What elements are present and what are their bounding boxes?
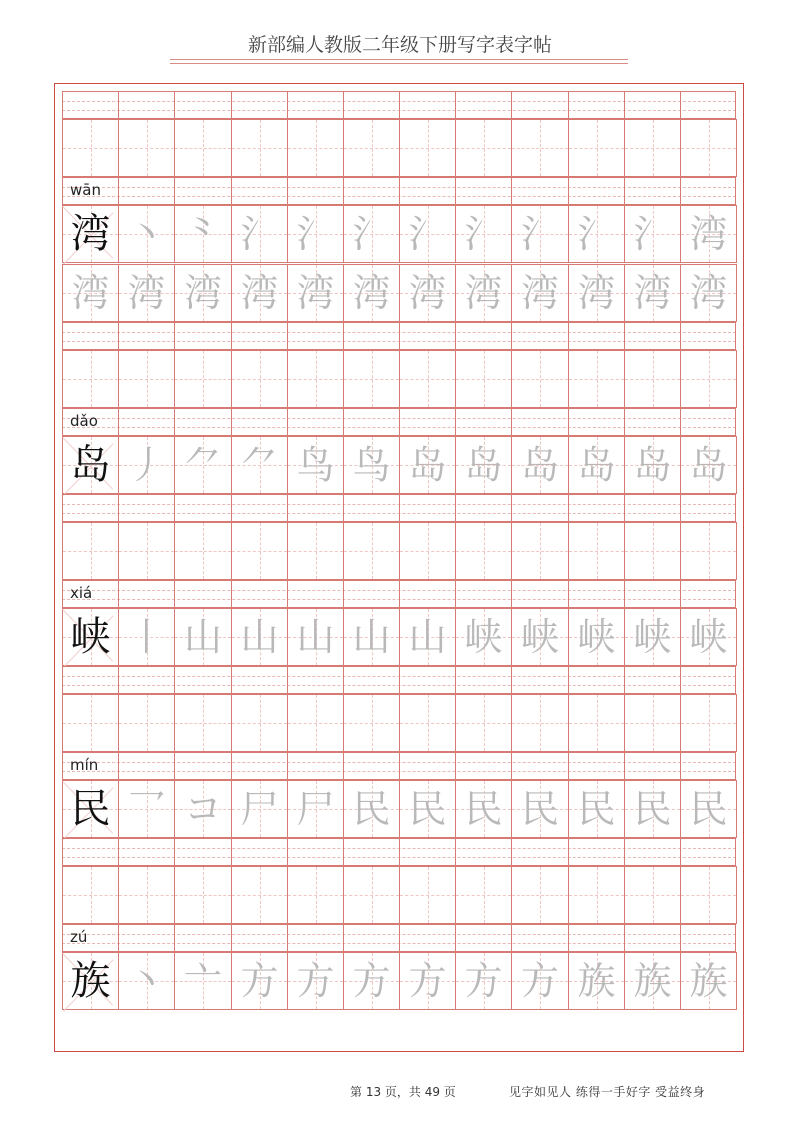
stroke-step: 峡 [464, 615, 503, 659]
stroke-step [63, 523, 118, 579]
blank-row [62, 866, 736, 924]
practice-cell [287, 608, 344, 666]
stroke-step: 氵 [520, 212, 559, 256]
practice-cell [624, 119, 681, 177]
stroke-step: 方 [464, 959, 503, 1003]
practice-cell [118, 350, 175, 408]
pinyin-label: mín [70, 756, 99, 774]
practice-cell [174, 264, 232, 322]
blank-row [62, 522, 736, 580]
pinyin-band [62, 408, 736, 436]
stroke-step [456, 523, 511, 579]
practice-cell [287, 119, 344, 177]
stroke-step: 湾 [71, 271, 110, 315]
stroke-step: 乛 [127, 787, 166, 831]
stroke-step: ⺈ [183, 443, 222, 487]
title-underline-thin [170, 63, 628, 64]
practice-cell [231, 205, 288, 263]
practice-cell [568, 119, 625, 177]
practice-cell [399, 119, 456, 177]
stroke-step [625, 523, 680, 579]
practice-cell [511, 350, 569, 408]
practice-cell [62, 866, 119, 924]
stroke-step: 鸟 [296, 443, 335, 487]
practice-cell [511, 952, 569, 1010]
stroke-step [232, 523, 287, 579]
blank-row [62, 694, 736, 752]
page-title: 新部编人教版二年级下册写字表字帖 [247, 34, 552, 56]
practice-cell [680, 780, 737, 838]
practice-cell [455, 952, 512, 1010]
practice-cell [343, 436, 400, 494]
stroke-step: 峡 [577, 615, 616, 659]
practice-cell [343, 205, 400, 263]
practice-cell [231, 436, 288, 494]
stroke-step [400, 695, 455, 751]
practice-cell [287, 264, 344, 322]
practice-cell [343, 119, 400, 177]
stroke-step: 方 [520, 959, 559, 1003]
practice-cell [343, 780, 400, 838]
practice-cell [287, 436, 344, 494]
practice-cell [624, 608, 681, 666]
practice-cell [62, 264, 119, 322]
stroke-step [400, 120, 455, 176]
stroke-step: 民 [352, 787, 391, 831]
practice-cell [231, 608, 288, 666]
stroke-step: ⺀ [183, 212, 222, 256]
stroke-step: 民 [689, 787, 728, 831]
practice-cell [455, 119, 512, 177]
stroke-step: 氵 [408, 212, 447, 256]
stroke-order-row [62, 608, 736, 666]
stroke-step [681, 695, 736, 751]
trace-row [62, 264, 736, 322]
practice-cell [680, 436, 737, 494]
practice-cell [455, 264, 512, 322]
stroke-step: 丶 [127, 959, 166, 1003]
practice-cell [118, 780, 175, 838]
practice-cell [399, 522, 456, 580]
stroke-step: 峡 [520, 615, 559, 659]
stroke-step: 湾 [520, 271, 559, 315]
stroke-step: 岛 [408, 443, 447, 487]
practice-cell [231, 350, 288, 408]
practice-cell [568, 780, 625, 838]
stroke-step [175, 523, 231, 579]
stroke-step [681, 523, 736, 579]
stroke-step [344, 695, 399, 751]
title-underline-thick [170, 59, 628, 60]
practice-cell [399, 264, 456, 322]
practice-cell [343, 694, 400, 752]
practice-cell [680, 119, 737, 177]
stroke-step: 方 [408, 959, 447, 1003]
stroke-step [232, 120, 287, 176]
stroke-step [456, 695, 511, 751]
stroke-step [119, 867, 174, 923]
practice-cell [680, 952, 737, 1010]
stroke-step [625, 867, 680, 923]
practice-cell [680, 350, 737, 408]
practice-cell [62, 522, 119, 580]
stroke-step: 氵 [464, 212, 503, 256]
practice-cell [62, 608, 119, 666]
stroke-step: 山 [352, 615, 391, 659]
stroke-step: 湾 [296, 271, 335, 315]
practice-cell [680, 264, 737, 322]
pinyin-label: xiá [70, 584, 93, 602]
stroke-step: 山 [296, 615, 335, 659]
practice-cell [680, 205, 737, 263]
practice-cell [231, 119, 288, 177]
practice-cell [511, 866, 569, 924]
practice-cell [343, 522, 400, 580]
practice-cell [62, 436, 119, 494]
stroke-step: 湾 [633, 271, 672, 315]
practice-cell [455, 866, 512, 924]
stroke-step [119, 695, 174, 751]
practice-cell [174, 866, 232, 924]
stroke-step: ⺈ [240, 443, 279, 487]
stroke-step: 岛 [633, 443, 672, 487]
practice-cell [118, 952, 175, 1010]
practice-cell [511, 780, 569, 838]
practice-cell [118, 436, 175, 494]
stroke-step: 岛 [520, 443, 559, 487]
practice-cell [568, 264, 625, 322]
stroke-step: 山 [183, 615, 222, 659]
practice-cell [455, 436, 512, 494]
practice-cell [174, 205, 232, 263]
practice-cell [62, 205, 119, 263]
stroke-step: 峡 [633, 615, 672, 659]
stroke-step [63, 120, 118, 176]
stroke-step: 方 [240, 959, 279, 1003]
stroke-step: 氵 [577, 212, 616, 256]
practice-cell [118, 694, 175, 752]
practice-cell [118, 522, 175, 580]
practice-cell [568, 694, 625, 752]
practice-cell [174, 608, 232, 666]
stroke-step: 湾 [408, 271, 447, 315]
practice-cell [511, 264, 569, 322]
stroke-step [344, 867, 399, 923]
practice-cell [568, 522, 625, 580]
practice-cell [511, 436, 569, 494]
pinyin-band [62, 494, 736, 522]
stroke-step [569, 523, 624, 579]
practice-cell [118, 608, 175, 666]
stroke-step: 峡 [689, 615, 728, 659]
stroke-step: 族 [577, 959, 616, 1003]
practice-cell [287, 350, 344, 408]
stroke-step [119, 351, 174, 407]
practice-cell [568, 205, 625, 263]
pinyin-band [62, 838, 736, 866]
model-character: 民 [70, 786, 111, 832]
practice-cell [511, 205, 569, 263]
stroke-step: 鸟 [352, 443, 391, 487]
pinyin-band [62, 322, 736, 350]
practice-cell [455, 780, 512, 838]
practice-cell [624, 264, 681, 322]
practice-cell [231, 866, 288, 924]
stroke-order-row [62, 205, 736, 263]
practice-cell [399, 952, 456, 1010]
model-character: 岛 [70, 442, 111, 488]
blank-row [62, 119, 736, 177]
stroke-step: 民 [577, 787, 616, 831]
practice-cell [624, 694, 681, 752]
stroke-step [400, 351, 455, 407]
stroke-step [288, 120, 343, 176]
practice-cell [399, 350, 456, 408]
pinyin-band [62, 752, 736, 780]
stroke-step: 尸 [240, 787, 279, 831]
stroke-step: 湾 [127, 271, 166, 315]
practice-cell [455, 522, 512, 580]
practice-cell [174, 522, 232, 580]
stroke-step [63, 867, 118, 923]
practice-cell [118, 264, 175, 322]
pinyin-band [62, 924, 736, 952]
practice-cell [174, 694, 232, 752]
stroke-step: 湾 [183, 271, 222, 315]
stroke-step: 氵 [352, 212, 391, 256]
pinyin-label: dǎo [70, 412, 98, 430]
practice-cell [680, 522, 737, 580]
stroke-step: 丶 [127, 212, 166, 256]
stroke-step: 山 [240, 615, 279, 659]
blank-row [62, 350, 736, 408]
practice-cell [624, 205, 681, 263]
practice-cell [511, 119, 569, 177]
stroke-step: 岛 [689, 443, 728, 487]
stroke-step [175, 120, 231, 176]
practice-cell [455, 350, 512, 408]
stroke-step: 亠 [183, 959, 222, 1003]
stroke-step [512, 867, 568, 923]
stroke-step: 尸 [296, 787, 335, 831]
practice-cell [568, 866, 625, 924]
practice-cell [62, 350, 119, 408]
practice-cell [680, 866, 737, 924]
stroke-step [119, 120, 174, 176]
stroke-step [569, 120, 624, 176]
practice-cell [511, 694, 569, 752]
practice-cell [287, 952, 344, 1010]
stroke-step [175, 351, 231, 407]
practice-cell [174, 780, 232, 838]
stroke-step [288, 351, 343, 407]
practice-cell [231, 522, 288, 580]
practice-cell [343, 866, 400, 924]
stroke-step [681, 867, 736, 923]
stroke-step: 湾 [352, 271, 391, 315]
footer-motto: 见字如见人 练得一手好字 受益终身 [509, 1085, 706, 1099]
stroke-step: 湾 [464, 271, 503, 315]
practice-cell [455, 694, 512, 752]
stroke-step [681, 351, 736, 407]
pinyin-label: zú [70, 928, 88, 946]
practice-cell [118, 119, 175, 177]
practice-cell [399, 694, 456, 752]
stroke-step [512, 351, 568, 407]
stroke-step: 方 [296, 959, 335, 1003]
practice-cell [399, 608, 456, 666]
practice-cell [231, 952, 288, 1010]
practice-cell [680, 608, 737, 666]
practice-cell [624, 350, 681, 408]
stroke-step [569, 351, 624, 407]
stroke-step: 氵 [296, 212, 335, 256]
practice-cell [287, 522, 344, 580]
stroke-step: 湾 [240, 271, 279, 315]
stroke-step [175, 695, 231, 751]
stroke-step [232, 351, 287, 407]
stroke-step [344, 351, 399, 407]
stroke-step [681, 120, 736, 176]
practice-cell [287, 694, 344, 752]
stroke-step [625, 695, 680, 751]
stroke-step [344, 120, 399, 176]
stroke-step [119, 523, 174, 579]
practice-cell [343, 608, 400, 666]
model-character: 峡 [70, 614, 111, 660]
practice-cell [568, 436, 625, 494]
practice-cell [399, 866, 456, 924]
stroke-step [456, 120, 511, 176]
stroke-step [288, 867, 343, 923]
practice-cell [624, 952, 681, 1010]
model-character: 族 [70, 958, 111, 1004]
practice-cell [174, 350, 232, 408]
practice-cell [568, 608, 625, 666]
practice-grid [62, 91, 736, 1046]
stroke-step: 湾 [689, 212, 728, 256]
practice-cell [343, 952, 400, 1010]
practice-cell [118, 205, 175, 263]
stroke-step [63, 351, 118, 407]
stroke-step [400, 867, 455, 923]
stroke-step [569, 695, 624, 751]
stroke-step [288, 523, 343, 579]
stroke-step: 族 [633, 959, 672, 1003]
stroke-step [625, 120, 680, 176]
stroke-step: 氵 [633, 212, 672, 256]
stroke-step [456, 867, 511, 923]
stroke-step: 民 [464, 787, 503, 831]
practice-cell [399, 436, 456, 494]
stroke-step: 山 [408, 615, 447, 659]
pinyin-band [62, 580, 736, 608]
stroke-step: 氵 [240, 212, 279, 256]
stroke-step [512, 523, 568, 579]
pinyin-band [62, 91, 736, 119]
practice-cell [624, 866, 681, 924]
pinyin-band [62, 177, 736, 205]
model-character: 湾 [70, 211, 111, 257]
practice-cell [399, 780, 456, 838]
stroke-step: 丨 [127, 615, 166, 659]
stroke-step [63, 695, 118, 751]
stroke-step: 岛 [464, 443, 503, 487]
practice-cell [287, 205, 344, 263]
practice-cell [680, 694, 737, 752]
pinyin-band [62, 666, 736, 694]
practice-cell [62, 119, 119, 177]
stroke-step [232, 867, 287, 923]
stroke-step: 族 [689, 959, 728, 1003]
practice-cell [624, 522, 681, 580]
practice-cell [455, 205, 512, 263]
practice-cell [624, 436, 681, 494]
stroke-order-row [62, 780, 736, 838]
practice-cell [231, 780, 288, 838]
practice-cell [62, 780, 119, 838]
practice-cell [624, 780, 681, 838]
practice-cell [231, 264, 288, 322]
stroke-step [512, 695, 568, 751]
stroke-step: 民 [520, 787, 559, 831]
stroke-step: 民 [408, 787, 447, 831]
stroke-step [400, 523, 455, 579]
practice-cell [62, 694, 119, 752]
stroke-order-row [62, 436, 736, 494]
stroke-step [344, 523, 399, 579]
stroke-step [569, 867, 624, 923]
stroke-step: 湾 [689, 271, 728, 315]
stroke-step: 丿 [127, 443, 166, 487]
practice-cell [118, 866, 175, 924]
practice-cell [511, 608, 569, 666]
stroke-step [625, 351, 680, 407]
practice-cell [62, 952, 119, 1010]
practice-cell [343, 264, 400, 322]
stroke-step: コ [183, 787, 222, 831]
stroke-step: 湾 [577, 271, 616, 315]
practice-cell [287, 866, 344, 924]
stroke-step: 方 [352, 959, 391, 1003]
practice-cell [511, 522, 569, 580]
stroke-step [288, 695, 343, 751]
practice-cell [399, 205, 456, 263]
stroke-step: 民 [633, 787, 672, 831]
stroke-step [232, 695, 287, 751]
practice-cell [231, 694, 288, 752]
practice-cell [568, 350, 625, 408]
practice-cell [343, 350, 400, 408]
stroke-step [456, 351, 511, 407]
practice-cell [174, 436, 232, 494]
pinyin-label: wān [70, 181, 101, 199]
page-number: 第 13 页，共 49 页 [350, 1085, 456, 1099]
practice-cell [174, 952, 232, 1010]
stroke-step [512, 120, 568, 176]
practice-cell [174, 119, 232, 177]
practice-cell [287, 780, 344, 838]
stroke-step: 岛 [577, 443, 616, 487]
practice-cell [455, 608, 512, 666]
stroke-order-row [62, 952, 736, 1010]
stroke-step [175, 867, 231, 923]
practice-cell [568, 952, 625, 1010]
